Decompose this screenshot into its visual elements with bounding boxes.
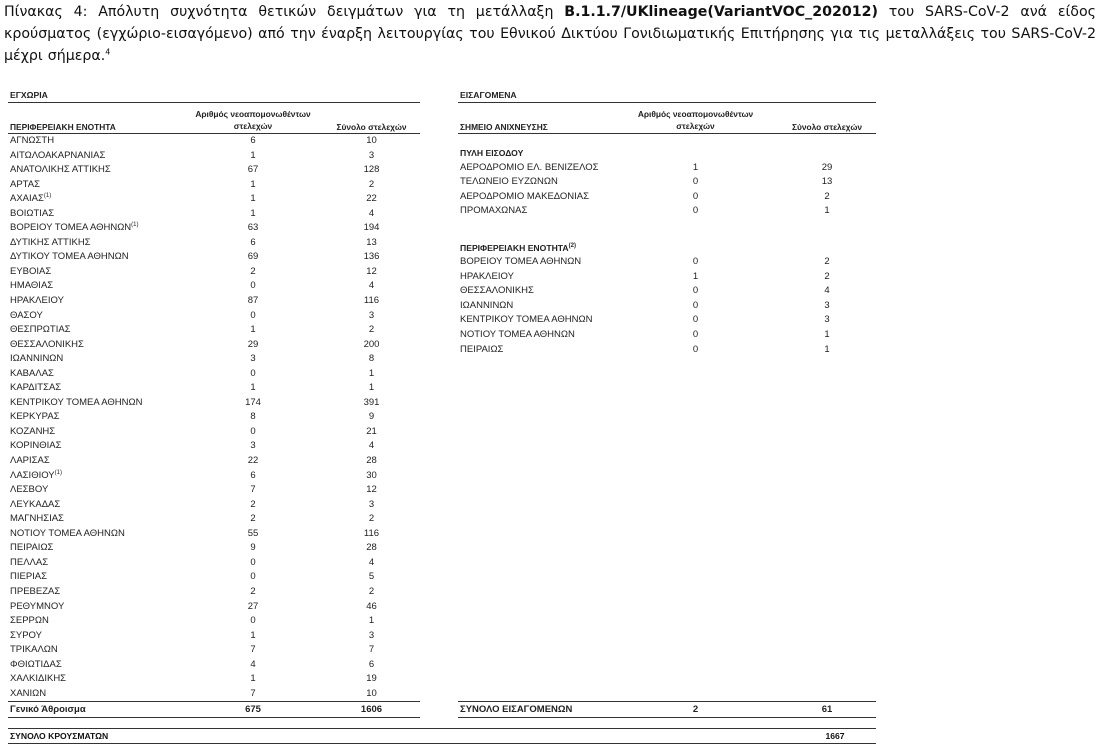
row-total-count: 3 <box>824 314 830 326</box>
table-row <box>8 629 420 644</box>
table-row <box>8 425 420 440</box>
row-label <box>10 600 64 615</box>
row-new-count: 0 <box>692 285 699 297</box>
row-label-text: ΚΕΡΚΥΡΑΣ <box>10 411 60 423</box>
table-caption <box>4 1 1096 67</box>
row-total-count: 1 <box>368 367 375 379</box>
row-label-text: ΑΙΤΩΛΟΑΚΑΡΝΑΝΙΑΣ <box>10 149 106 161</box>
row-label-text: ΕΥΒΟΙΑΣ <box>10 265 52 277</box>
row-total-count: 8 <box>368 353 375 365</box>
group-label: ΠΥΛΗ ΕΙΣΟΔΟΥ <box>460 148 524 158</box>
row-label-text: ΠΕΙΡΑΙΩΣ <box>10 542 54 554</box>
domestic-col-region-header: ΠΕΡΙΦΕΡΕΙΑΚΗ ΕΝΟΤΗΤΑ <box>10 122 116 132</box>
row-total-count: 128 <box>363 164 380 176</box>
row-new-count: 4 <box>250 658 256 670</box>
row-label-text: ΠΡΟΜΑΧΩΝΑΣ <box>460 205 528 217</box>
row-total-count: 194 <box>363 222 380 234</box>
table-row <box>8 585 420 600</box>
row-label <box>10 687 46 702</box>
row-total-count: 2 <box>824 270 830 282</box>
imported-col-new-header <box>618 108 773 132</box>
row-new-count: 27 <box>247 600 259 612</box>
row-label-text: ΜΑΓΝΗΣΙΑΣ <box>10 513 64 525</box>
table-row <box>8 512 420 527</box>
row-total-count: 4 <box>368 556 375 568</box>
row-new-count: 3 <box>250 353 256 365</box>
domestic-total-label: Γενικό Άθροισμα <box>10 704 86 715</box>
row-label-text: ΗΜΑΘΙΑΣ <box>10 280 54 292</box>
table-row <box>458 284 876 299</box>
row-total-count: 1 <box>824 205 830 217</box>
row-label <box>460 328 575 343</box>
domestic-section-title: ΕΓΧΩΡΙΑ <box>8 88 420 103</box>
row-label <box>10 352 63 367</box>
row-label <box>10 454 50 469</box>
row-label-text: ΑΕΡΟΔΡΟΜΙΟ ΕΛ. ΒΕΝΙΖΕΛΟΣ <box>460 161 599 173</box>
row-label <box>10 294 64 309</box>
row-label <box>10 614 49 629</box>
row-label-text: ΔΥΤΙΚΗΣ ΑΤΤΙΚΗΣ <box>10 236 91 248</box>
row-label <box>10 309 43 324</box>
row-label-text: ΤΡΙΚΑΛΩΝ <box>10 644 58 656</box>
row-new-count: 0 <box>692 256 699 268</box>
row-label-text: ΧΑΛΚΙΔΙΚΗΣ <box>10 673 67 685</box>
domestic-col-new-header-line1: Αριθμός νεοαπομονωθέντων <box>195 109 311 119</box>
row-new-count: 1 <box>250 193 256 205</box>
domestic-col-new-header-line2: στελεχών <box>233 121 273 131</box>
row-label <box>10 221 139 236</box>
table-row <box>8 338 420 353</box>
table-row <box>8 352 420 367</box>
table-row <box>8 207 420 222</box>
row-new-count: 2 <box>250 498 256 510</box>
table-row <box>458 299 876 314</box>
row-total-count: 2 <box>368 324 375 336</box>
row-label <box>10 338 84 353</box>
row-new-count: 2 <box>250 265 256 277</box>
row-label-text: ΛΑΣΙΘΙΟΥ <box>10 469 55 481</box>
domestic-header-row <box>8 103 420 134</box>
row-new-count: 0 <box>692 176 699 188</box>
row-label <box>10 541 53 556</box>
row-label-text: ΦΘΙΩΤΙΔΑΣ <box>10 658 62 670</box>
table-row <box>8 556 420 571</box>
group-label-text: ΠΕΡΙΦΕΡΕΙΑΚΗ ΕΝΟΤΗΤΑ <box>460 242 569 253</box>
row-total-count: 1 <box>824 343 830 355</box>
row-new-count: 0 <box>250 571 256 583</box>
row-new-count: 1 <box>250 149 256 161</box>
row-label <box>10 367 54 382</box>
row-label-text: ΙΩΑΝΝΙΝΩΝ <box>10 353 64 365</box>
row-label <box>10 629 42 644</box>
row-label-text: ΣΕΡΡΩΝ <box>10 615 49 627</box>
row-new-count: 1 <box>692 270 699 282</box>
row-new-count: 2 <box>250 585 256 597</box>
row-new-count: 9 <box>250 542 256 554</box>
row-total-count: 391 <box>363 396 380 408</box>
row-label <box>10 512 64 527</box>
row-label-text: ΠΕΛΛΑΣ <box>10 556 49 568</box>
row-label <box>10 134 54 149</box>
row-total-count: 12 <box>366 265 377 277</box>
imported-group-region <box>458 241 876 256</box>
row-new-count: 0 <box>250 280 256 292</box>
table-row <box>8 323 420 338</box>
row-label-text: ΑΡΤΑΣ <box>10 178 40 190</box>
row-label-text: ΒΟΡΕΙΟΥ ΤΟΜΕΑ ΑΘΗΝΩΝ <box>10 222 132 234</box>
row-label-text: ΑΝΑΤΟΛΙΚΗΣ ΑΤΤΙΚΗΣ <box>10 164 111 176</box>
imported-table <box>458 88 876 357</box>
row-new-count: 29 <box>247 338 259 350</box>
row-label <box>10 207 54 222</box>
row-new-count: 3 <box>250 440 256 452</box>
row-label <box>10 279 53 294</box>
row-total-count: 29 <box>821 161 833 173</box>
row-total-count: 2 <box>824 256 830 268</box>
table-row <box>8 643 420 658</box>
row-label-text: ΚΟΖΑΝΗΣ <box>10 425 56 437</box>
table-row <box>458 313 876 328</box>
row-new-count: 0 <box>250 425 256 437</box>
row-new-count: 0 <box>692 343 699 355</box>
imported-entry-point-rows <box>458 161 876 219</box>
table-row <box>8 178 420 193</box>
row-new-count: 0 <box>692 329 699 341</box>
row-label <box>10 236 91 251</box>
row-new-count: 1 <box>250 207 256 219</box>
table-row <box>8 687 420 702</box>
table-row <box>458 255 876 270</box>
row-label <box>460 343 503 358</box>
row-total-count: 22 <box>366 193 377 205</box>
imported-total-label: ΣΥΝΟΛΟ ΕΙΣΑΓΟΜΕΝΩΝ <box>460 704 573 715</box>
row-total-count: 10 <box>366 135 377 146</box>
row-new-count: 67 <box>247 164 259 176</box>
table-row <box>8 410 420 425</box>
imported-header-row <box>458 103 876 134</box>
table-row <box>8 454 420 469</box>
row-label-text: ΘΕΣΠΡΩΤΙΑΣ <box>10 324 71 336</box>
table-row <box>8 134 420 149</box>
table-row <box>8 149 420 164</box>
row-total-count: 46 <box>366 600 377 612</box>
row-new-count: 8 <box>250 411 256 423</box>
row-label <box>460 255 581 270</box>
row-label <box>460 270 514 285</box>
row-label-text: ΛΕΥΚΑΔΑΣ <box>10 498 61 510</box>
row-total-count: 30 <box>366 469 377 481</box>
row-total-count: 5 <box>368 571 375 583</box>
row-total-count: 4 <box>368 440 375 452</box>
row-label-text: ΗΡΑΚΛΕΙΟΥ <box>10 295 64 307</box>
row-label-text: ΛΑΡΙΣΑΣ <box>10 455 50 467</box>
row-new-count: 0 <box>250 367 256 379</box>
table-row <box>8 570 420 585</box>
row-label-text: ΒΟΡΕΙΟΥ ΤΟΜΕΑ ΑΘΗΝΩΝ <box>460 256 582 268</box>
row-total-count: 28 <box>366 542 377 554</box>
row-new-count: 0 <box>250 556 256 568</box>
row-label <box>10 585 60 600</box>
row-total-count: 6 <box>368 658 375 670</box>
row-new-count: 0 <box>250 309 256 321</box>
table-row <box>458 161 876 176</box>
row-label-text: ΛΕΣΒΟΥ <box>10 484 49 496</box>
footnote-marker: (1) <box>43 193 52 200</box>
row-total-count: 200 <box>363 338 380 350</box>
row-label-text: ΘΕΣΣΑΛΟΝΙΚΗΣ <box>10 338 84 350</box>
row-new-count: 0 <box>250 615 256 627</box>
row-new-count: 7 <box>250 484 256 496</box>
table-row <box>8 309 420 324</box>
row-label-text: ΧΑΝΙΩΝ <box>10 687 47 699</box>
row-total-count: 1 <box>368 615 375 627</box>
footnote-marker: (2) <box>568 242 576 249</box>
row-label-text: ΤΕΛΩΝΕΙΟ ΕΥΖΩΝΩΝ <box>460 176 558 188</box>
table-row <box>458 328 876 343</box>
table-row <box>8 469 420 484</box>
footnote-marker: (1) <box>131 222 139 229</box>
table-row <box>8 658 420 673</box>
table-row <box>8 265 420 280</box>
row-new-count: 174 <box>245 396 261 408</box>
caption-text-continued: του SARS-CoV-2 ανά είδος κρούσματος (εγχώριο-εισαγόμενο) από την έναρξη λειτουργίας του Εθνικού Δικτύου Γονιδιωματικής Επιτήρησης για τις μεταλλάξεις του SARS-CoV-2 μέχρι σήμερα. <box>4 4 1096 64</box>
spacer-row <box>458 134 876 146</box>
row-label <box>10 410 60 425</box>
row-label <box>460 175 558 190</box>
row-total-count: 21 <box>366 425 377 437</box>
row-new-count: 0 <box>692 205 699 217</box>
row-new-count: 63 <box>247 222 259 234</box>
row-new-count: 6 <box>250 469 256 481</box>
table-row <box>458 343 876 358</box>
row-new-count: 0 <box>692 299 699 311</box>
row-total-count: 4 <box>368 280 375 292</box>
row-total-count: 3 <box>368 629 375 641</box>
row-label <box>10 149 105 164</box>
row-total-count: 3 <box>368 149 375 161</box>
row-total-count: 9 <box>368 411 375 423</box>
row-label <box>460 299 513 314</box>
table-row <box>8 279 420 294</box>
table-row <box>8 163 420 178</box>
row-total-count: 28 <box>366 455 377 467</box>
imported-region-rows <box>458 255 876 357</box>
row-label-text: ΚΟΡΙΝΘΙΑΣ <box>10 440 62 452</box>
group-label <box>460 241 576 256</box>
table-row <box>8 614 420 629</box>
row-new-count: 0 <box>692 314 699 326</box>
row-label <box>10 178 40 193</box>
caption-text: Πίνακας 4: Απόλυτη συχνότητα θετικών δειγμάτων για τη μετάλλαξη <box>4 4 565 20</box>
domestic-total-row <box>8 701 420 718</box>
row-label-text: ΚΑΡΔΙΤΣΑΣ <box>10 382 62 394</box>
row-label <box>10 425 55 440</box>
row-total-count: 4 <box>824 285 830 297</box>
row-total-count: 136 <box>363 251 380 263</box>
row-new-count: 1 <box>250 178 256 190</box>
row-new-count: 1 <box>250 673 256 685</box>
row-total-count: 12 <box>366 484 377 496</box>
row-label-text: ΣΥΡΟΥ <box>10 629 42 641</box>
table-row <box>8 672 420 687</box>
row-label-text: ΘΕΣΣΑΛΟΝΙΚΗΣ <box>460 285 534 297</box>
imported-group-entry-point <box>458 146 876 161</box>
row-label-text: ΚΕΝΤΡΙΚΟΥ ΤΟΜΕΑ ΑΘΗΝΩΝ <box>10 396 143 408</box>
row-new-count: 1 <box>250 324 256 336</box>
variant-name: B.1.1.7/UKlineage(VariantVOC_202012) <box>564 4 878 20</box>
row-label-text: ΝΟΤΙΟΥ ΤΟΜΕΑ ΑΘΗΝΩΝ <box>10 527 125 539</box>
row-label <box>10 439 62 454</box>
domestic-rows <box>8 134 420 701</box>
table-row <box>8 396 420 411</box>
row-label <box>460 161 599 176</box>
imported-total-new: 2 <box>692 704 699 715</box>
spacer-row <box>458 219 876 241</box>
table-row <box>8 294 420 309</box>
row-label-text: ΘΑΣΟΥ <box>10 309 43 321</box>
row-label <box>10 672 66 687</box>
row-label <box>10 381 61 396</box>
row-label <box>10 469 62 484</box>
row-label-text: ΚΑΒΑΛΑΣ <box>10 367 54 379</box>
row-label-text: ΙΩΑΝΝΙΝΩΝ <box>460 299 514 311</box>
row-label <box>460 204 527 219</box>
row-label <box>10 498 60 513</box>
row-new-count: 1 <box>250 382 256 394</box>
row-new-count: 1 <box>692 161 699 173</box>
row-label-text: ΒΟΙΩΤΙΑΣ <box>10 207 55 219</box>
row-label <box>10 250 129 265</box>
table-row <box>8 192 420 207</box>
row-label <box>10 265 51 280</box>
row-new-count: 6 <box>250 135 256 146</box>
table-row <box>8 498 420 513</box>
row-label <box>10 396 142 411</box>
table-row <box>8 236 420 251</box>
row-new-count: 6 <box>250 236 256 248</box>
domestic-total-new: 675 <box>245 704 261 715</box>
table-row <box>458 270 876 285</box>
row-label-text: ΑΓΝΩΣΤΗ <box>10 135 55 146</box>
row-label-text: ΠΙΕΡΙΑΣ <box>10 571 48 583</box>
row-label-text: ΑΧΑΙΑΣ <box>10 193 44 205</box>
row-total-count: 19 <box>366 673 377 685</box>
imported-col-new-header-line2: στελεχών <box>676 121 715 131</box>
row-total-count: 3 <box>368 309 375 321</box>
table-row <box>8 600 420 615</box>
row-label <box>10 643 58 658</box>
imported-col-total-header: Σύνολο στελεχών <box>791 122 863 132</box>
imported-col-new-header-line1: Αριθμός νεοαπομονωθέντων <box>637 109 754 119</box>
row-new-count: 69 <box>247 251 259 263</box>
footnote-marker: (1) <box>54 469 62 476</box>
row-new-count: 7 <box>250 644 256 656</box>
table-row <box>8 367 420 382</box>
domestic-total-all: 1606 <box>360 704 383 715</box>
row-label <box>460 284 534 299</box>
table-row <box>8 483 420 498</box>
row-label-text: ΑΕΡΟΔΡΟΜΙΟ ΜΑΚΕΔΟΝΙΑΣ <box>460 190 590 202</box>
row-label-text: ΝΟΤΙΟΥ ΤΟΜΕΑ ΑΘΗΝΩΝ <box>460 329 575 341</box>
row-label <box>10 556 48 571</box>
row-label <box>10 527 125 542</box>
row-total-count: 10 <box>366 687 377 699</box>
row-total-count: 3 <box>368 498 375 510</box>
table-row <box>458 175 876 190</box>
row-label <box>460 313 592 328</box>
row-new-count: 1 <box>250 629 256 641</box>
row-label <box>460 190 589 205</box>
imported-total-row <box>458 701 876 718</box>
row-new-count: 7 <box>250 687 256 699</box>
row-label-text: ΠΡΕΒΕΖΑΣ <box>10 585 61 597</box>
grand-total-value: 1667 <box>825 731 845 741</box>
table-row <box>8 221 420 236</box>
row-label <box>10 163 111 178</box>
row-total-count: 116 <box>363 527 380 539</box>
table-row <box>8 381 420 396</box>
row-label-text: ΔΥΤΙΚΟΥ ΤΟΜΕΑ ΑΘΗΝΩΝ <box>10 251 129 263</box>
row-new-count: 87 <box>247 295 259 307</box>
row-label <box>10 570 47 585</box>
grand-total-row <box>8 728 876 744</box>
row-total-count: 2 <box>368 178 375 190</box>
domestic-col-new-header <box>178 108 328 132</box>
caption-footnote-marker: 4 <box>105 47 111 57</box>
row-label <box>10 323 71 338</box>
table-row <box>8 439 420 454</box>
row-total-count: 2 <box>824 190 830 202</box>
row-label-text: ΡΕΘΥΜΝΟΥ <box>10 600 65 612</box>
row-total-count: 3 <box>824 299 830 311</box>
domestic-col-total-header: Σύνολο στελεχών <box>336 122 407 132</box>
grand-total-label: ΣΥΝΟΛΟ ΚΡΟΥΣΜΑΤΩΝ <box>10 731 109 741</box>
row-total-count: 116 <box>363 295 380 307</box>
row-new-count: 0 <box>692 190 699 202</box>
row-new-count: 22 <box>247 455 259 467</box>
row-total-count: 1 <box>824 329 830 341</box>
row-total-count: 2 <box>368 513 375 525</box>
imported-section-title: ΕΙΣΑΓΟΜΕΝΑ <box>458 88 876 103</box>
row-total-count: 7 <box>368 644 375 656</box>
row-label <box>10 192 51 207</box>
row-label <box>10 483 48 498</box>
row-new-count: 55 <box>247 527 259 539</box>
table-row <box>8 527 420 542</box>
domestic-table <box>8 88 420 701</box>
row-total-count: 13 <box>366 236 377 248</box>
row-label-text: ΚΕΝΤΡΙΚΟΥ ΤΟΜΕΑ ΑΘΗΝΩΝ <box>460 314 593 326</box>
table-row <box>8 541 420 556</box>
imported-total-all: 61 <box>821 704 833 715</box>
table-row <box>458 190 876 205</box>
row-total-count: 2 <box>368 585 375 597</box>
row-label-text: ΗΡΑΚΛΕΙΟΥ <box>460 270 514 282</box>
imported-col-point-header: ΣΗΜΕΙΟ ΑΝΙΧΝΕΥΣΗΣ <box>460 122 548 132</box>
row-total-count: 4 <box>368 207 375 219</box>
row-label <box>10 658 62 673</box>
row-new-count: 2 <box>250 513 256 525</box>
row-total-count: 13 <box>821 176 833 188</box>
table-row <box>458 204 876 219</box>
row-total-count: 1 <box>368 382 375 394</box>
row-label-text: ΠΕΙΡΑΙΩΣ <box>460 343 504 355</box>
table-row <box>8 250 420 265</box>
